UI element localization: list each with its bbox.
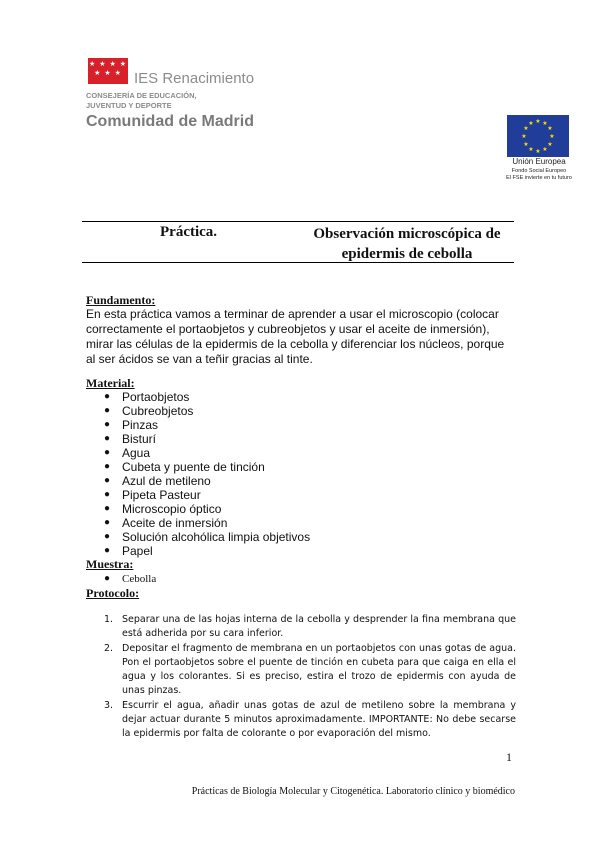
eu-sublabel: Fondo Social Europeo El FSE invierte en tu futuro — [506, 168, 572, 181]
madrid-stars-icon: ★ ★ ★ ★ ★ ★ ★ — [89, 61, 127, 77]
bullet-icon: ● — [104, 391, 111, 402]
bullet-icon: ● — [104, 461, 111, 472]
practice-label: Práctica. — [160, 224, 218, 240]
practice-title: Observación microscópica de epidermis de cebolla — [313, 226, 501, 262]
bullet-icon: ● — [104, 517, 111, 528]
list-item: ● Azul de metileno — [104, 474, 211, 488]
fundamento-text: En esta práctica vamos a terminar de aprender a usar el microscopio (colocar correctamente el portaobjetos y cubreobjetos y usar el aceite de inmersión), mirar las células de la epidermis de la cebolla y diferenciar los núcleos, porque al ser ácidos se van a teñir gracias al tinte. — [86, 307, 505, 366]
list-item: ● Agua — [104, 446, 151, 460]
list-item: ● Solución alcohólica limpia objetivos — [104, 530, 311, 544]
svg-text:★: ★ — [535, 148, 541, 155]
material-list — [86, 390, 506, 558]
material-heading: Material: — [86, 376, 135, 390]
svg-text:★: ★ — [547, 141, 553, 148]
page-footer: Prácticas de Biología Molecular y Citogenética. Laboratorio clínico y biomédico — [191, 786, 515, 797]
bullet-icon: ● — [104, 475, 111, 486]
list-item: ● Pinzas — [104, 418, 159, 432]
school-name: IES Renacimiento — [134, 70, 255, 87]
svg-text:★: ★ — [549, 133, 555, 140]
comunidad-title: Comunidad de Madrid — [86, 113, 254, 130]
muestra-heading: Muestra: — [86, 557, 134, 571]
list-item: ● Bisturí — [104, 432, 157, 446]
list-item: 3. Escurrir el agua, añadir unas gotas de azul de metileno sobre la membrana y dejar actuar durante 5 minutos aproximadamente. IMPORTANTE: No debe secarse la epidermis por falta de colorante o por evaporación del mismo. — [104, 700, 516, 739]
muestra-list — [86, 572, 506, 586]
eu-flag-icon — [507, 115, 569, 157]
list-item: ● Pipeta Pasteur — [104, 488, 201, 502]
bullet-icon: ● — [104, 573, 111, 584]
list-item: ● Cebolla — [104, 573, 157, 585]
bullet-icon: ● — [104, 405, 111, 416]
list-item: ● Papel — [104, 544, 153, 558]
bullet-icon: ● — [104, 447, 111, 458]
protocolo-heading: Protocolo: — [86, 586, 140, 600]
list-item: 1. Separar una de las hojas interna de la cebolla y desprender la fina membrana que está adherida por su cara inferior. — [104, 614, 516, 639]
bullet-icon: ● — [104, 531, 111, 542]
bullet-icon: ● — [104, 545, 111, 556]
svg-text:★: ★ — [547, 125, 553, 132]
bullet-icon: ● — [104, 433, 111, 444]
consejeria-label: CONSEJERÍA DE EDUCACIÓN, JUVENTUD Y DEPORTE — [86, 91, 197, 110]
svg-text:★: ★ — [535, 118, 541, 125]
list-item: 2. Depositar el fragmento de membrana en un portaobjetos con unas gotas de agua. Pon el portaobjetos sobre el puente de tinción en cubeta para que caiga en ella el agua y los colorantes. Si es preciso, estira el trozo de epidermis con ayuda de unas pinzas. — [104, 643, 516, 696]
fundamento-heading: Fundamento: — [86, 293, 156, 307]
list-item: ● Portaobjetos — [104, 390, 190, 404]
svg-text:★: ★ — [521, 133, 527, 140]
svg-text:★: ★ — [523, 141, 529, 148]
svg-text:★: ★ — [542, 146, 548, 153]
title-bottom-rule — [82, 262, 514, 263]
list-item: ● Microscopio óptico — [104, 502, 222, 516]
svg-text:★: ★ — [528, 146, 534, 153]
svg-text:★: ★ — [523, 125, 529, 132]
page-number: 1 — [506, 750, 512, 764]
svg-text:★: ★ — [542, 120, 548, 127]
bullet-icon: ● — [104, 489, 111, 500]
title-top-rule — [82, 221, 514, 222]
svg-text:★: ★ — [528, 120, 534, 127]
protocolo-list — [86, 613, 516, 742]
bullet-icon: ● — [104, 503, 111, 514]
bullet-icon: ● — [104, 419, 111, 430]
eu-label: Unión Europea — [512, 157, 566, 166]
list-item: ● Aceite de inmersión — [104, 516, 228, 530]
list-item: ● Cubreobjetos — [104, 404, 194, 418]
list-item: ● Cubeta y puente de tinción — [104, 460, 265, 474]
